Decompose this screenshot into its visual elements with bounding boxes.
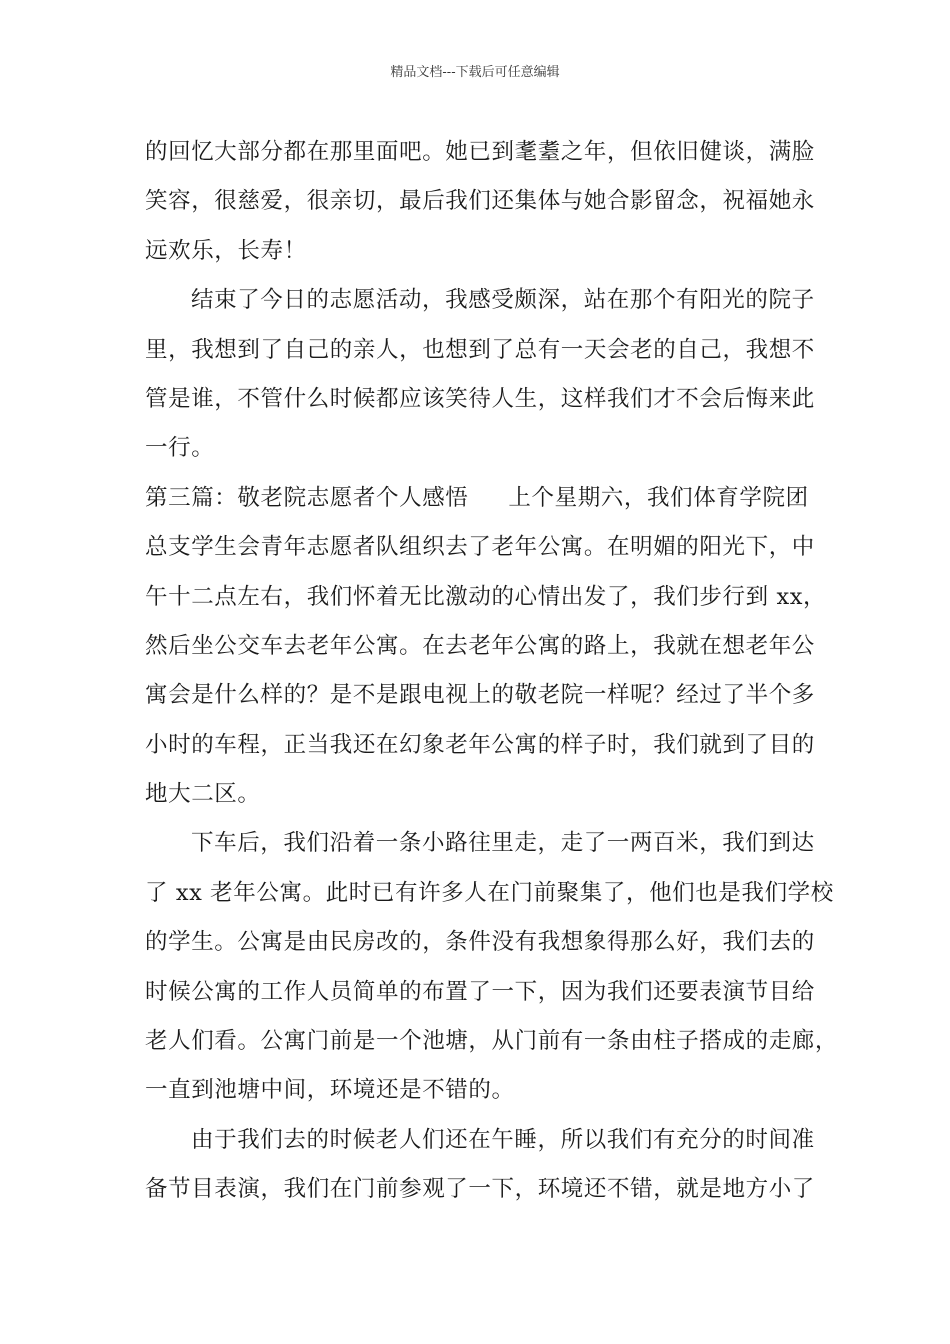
- text-line: 远欢乐，长寿！: [145, 237, 307, 264]
- text-line: 地大二区。: [145, 781, 261, 808]
- text-line: 老人们看。公寓门前是一个池塘，从门前有一条由柱子搭成的走廊，: [145, 1028, 839, 1055]
- text-line: 小时的车程，正当我还在幻象老年公寓的样子时，我们就到了目的: [145, 731, 815, 758]
- section-first-sentence: 上个星期六，我们体育学院团: [508, 484, 809, 511]
- text-line: 备节目表演，我们在门前参观了一下，环境还不错，就是地方小了: [145, 1176, 815, 1203]
- text-line: 下车后，我们沿着一条小路往里走，走了一两百米，我们到达: [191, 830, 815, 857]
- text-line: 了 xx 老年公寓。此时已有许多人在门前聚集了，他们也是我们学校: [145, 879, 834, 906]
- text-line: 寓会是什么样的？是不是跟电视上的敬老院一样呢？经过了半个多: [145, 682, 815, 709]
- text-line: 总支学生会青年志愿者队组织去了老年公寓。在明媚的阳光下，中: [145, 534, 815, 561]
- text-line: 的学生。公寓是由民房改的，条件没有我想象得那么好，我们去的: [145, 929, 815, 956]
- page-header: 精品文档---下载后可任意编辑: [390, 65, 560, 80]
- text-line: 午十二点左右，我们怀着无比激动的心情出发了，我们步行到 xx，: [145, 583, 827, 610]
- text-line: 结束了今日的志愿活动，我感受颇深，站在那个有阳光的院子: [191, 287, 815, 314]
- text-line: 然后坐公交车去老年公寓。在去老年公寓的路上，我就在想老年公: [145, 632, 815, 659]
- text-line: 时候公寓的工作人员简单的布置了一下，因为我们还要表演节目给: [145, 978, 815, 1005]
- section-title: 第三篇：敬老院志愿者个人感悟: [145, 484, 469, 511]
- text-line: 笑容，很慈爱，很亲切，最后我们还集体与她合影留念，祝福她永: [145, 188, 815, 215]
- text-line: 里，我想到了自己的亲人，也想到了总有一天会老的自己，我想不: [145, 336, 815, 363]
- section-title-line: [145, 474, 835, 523]
- text-line: 管是谁，不管什么时候都应该笑待人生，这样我们才不会后悔来此: [145, 385, 815, 412]
- text-line: 一直到池塘中间，环境还是不错的。: [145, 1077, 515, 1104]
- text-line: 由于我们去的时候老人们还在午睡，所以我们有充分的时间准: [191, 1126, 815, 1153]
- text-line: 一行。: [145, 435, 215, 462]
- document-body: [145, 128, 839, 1215]
- text-line: 的回忆大部分都在那里面吧。她已到耄耋之年，但依旧健谈，满脸: [145, 139, 815, 165]
